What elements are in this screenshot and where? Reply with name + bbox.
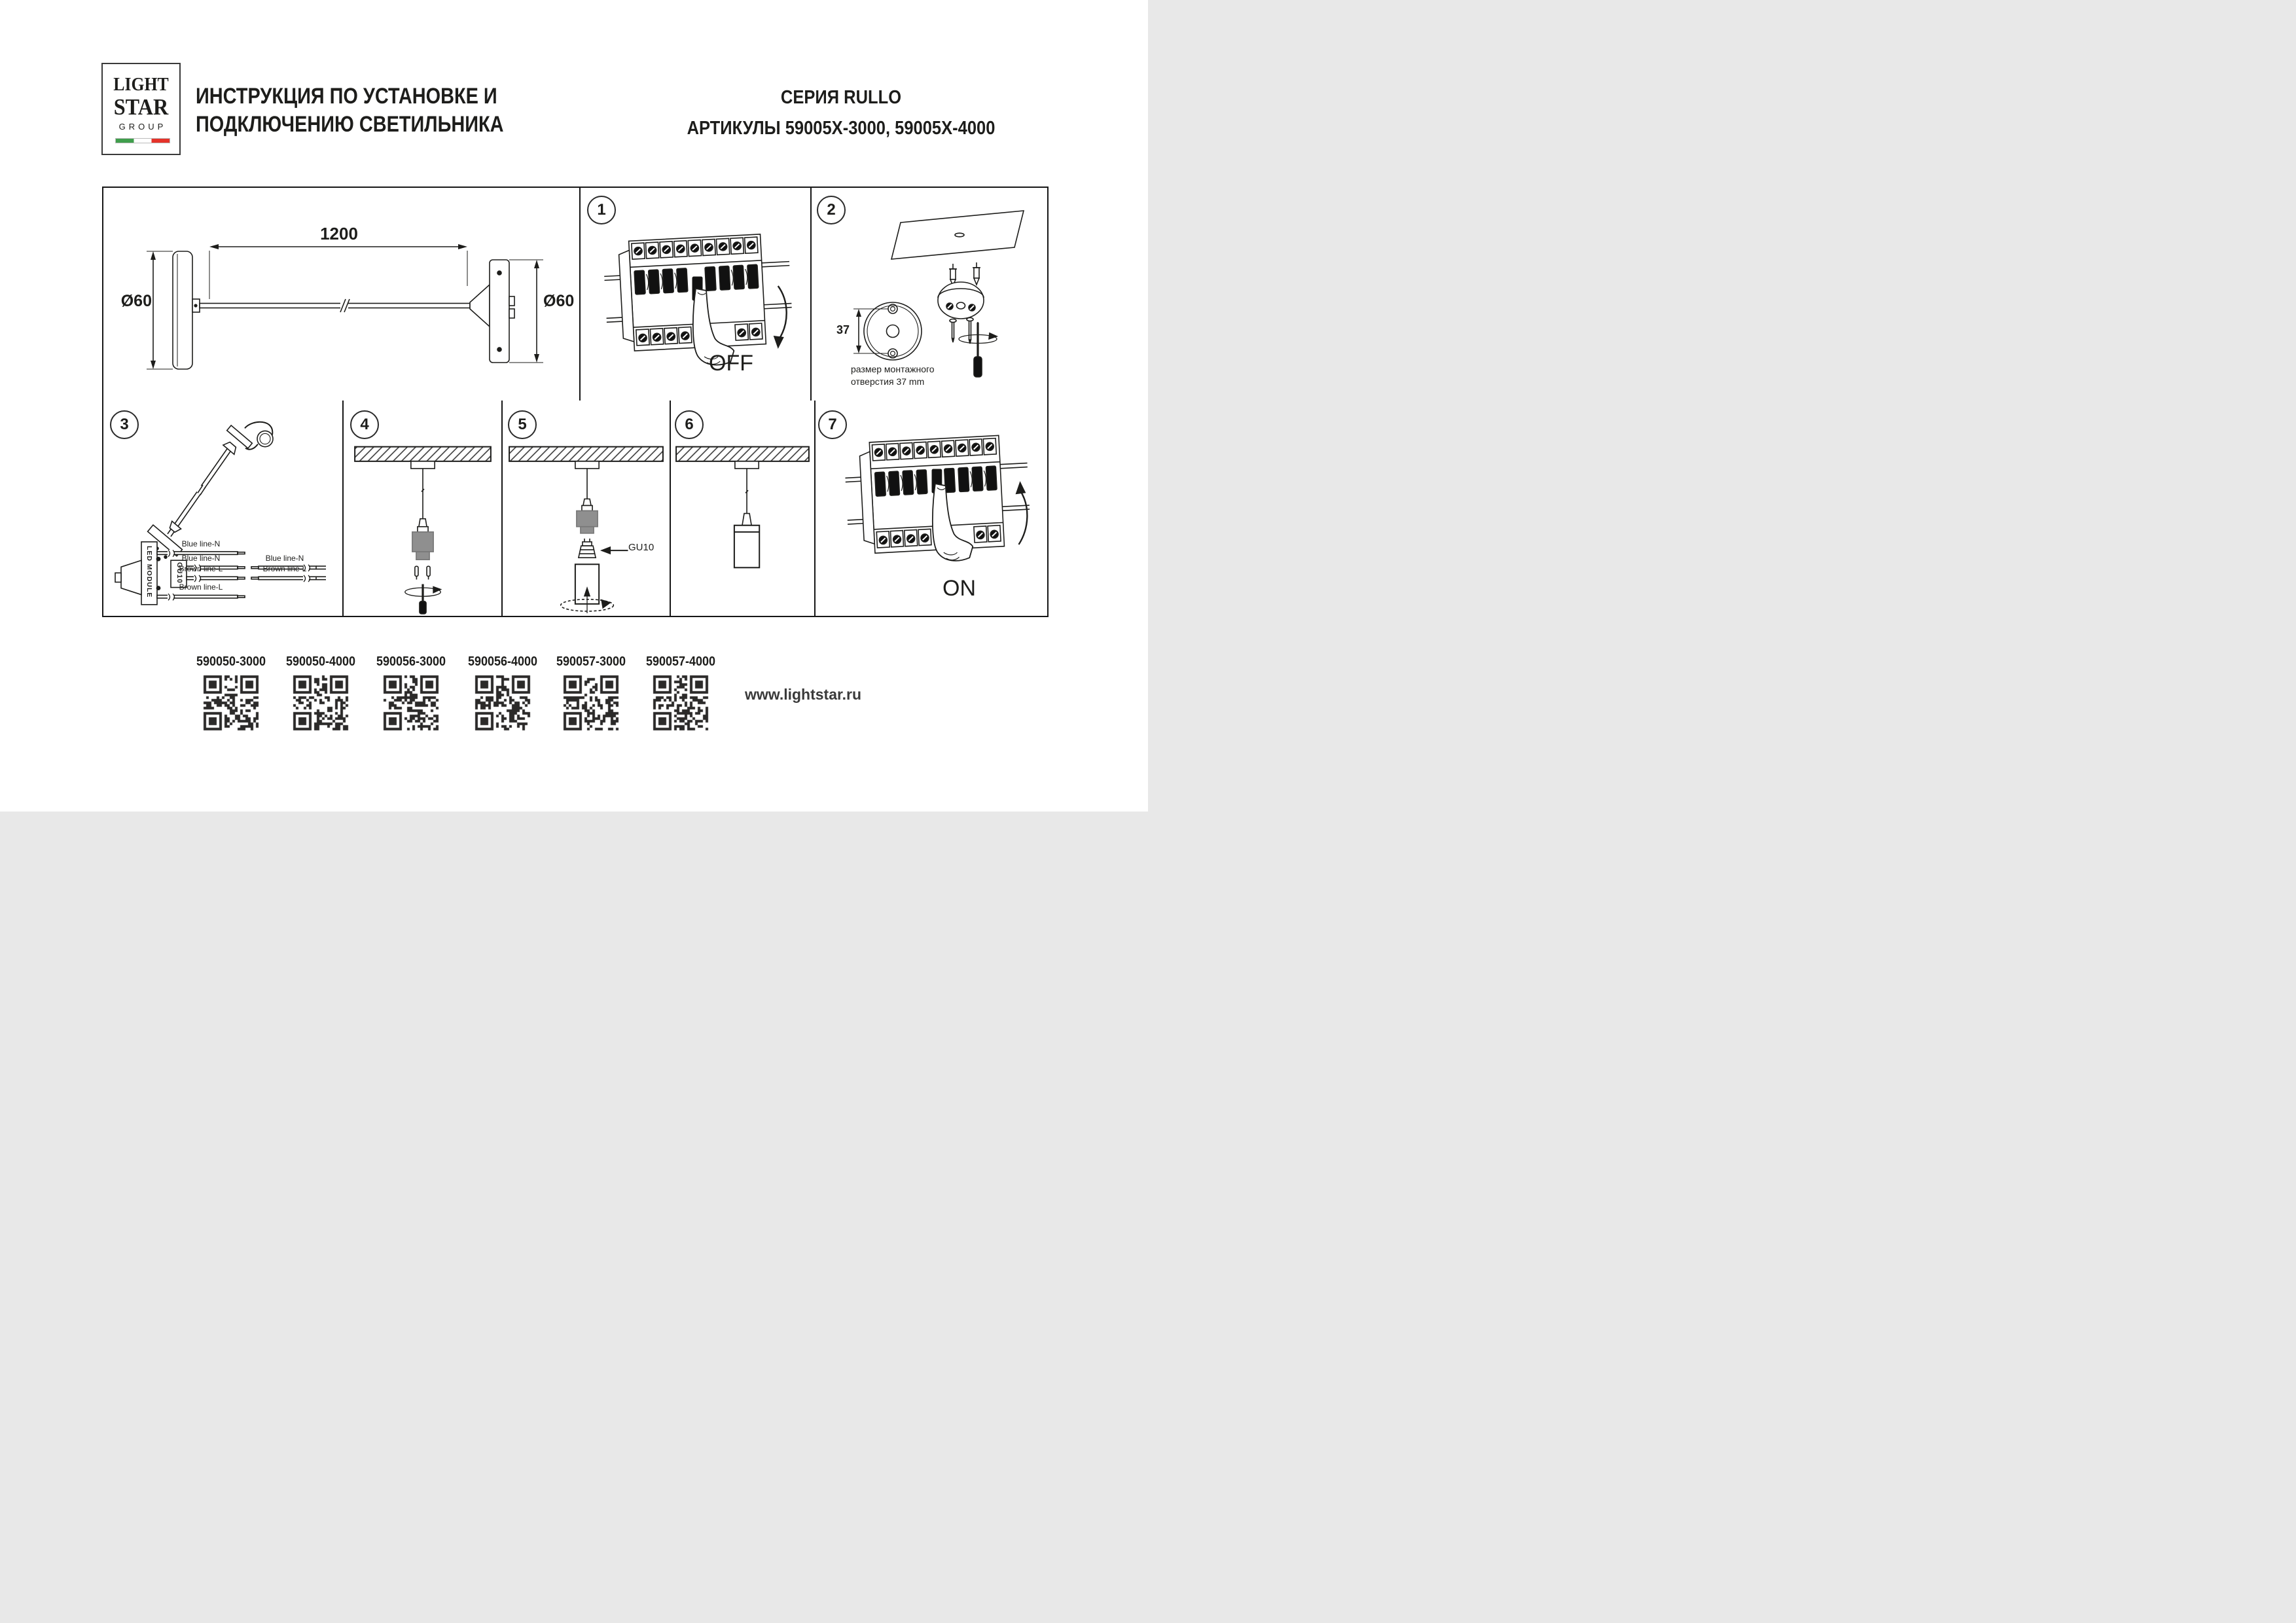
series-title: СЕРИЯ RULLO bbox=[780, 87, 902, 108]
step6-badge: 6 bbox=[675, 410, 704, 439]
qr-code-590057-3000 bbox=[560, 671, 622, 734]
series-block bbox=[628, 87, 1054, 139]
step3-mains-brown-label: Brown line-L bbox=[262, 564, 307, 573]
qr-label-3: 590056-3000 bbox=[376, 654, 446, 669]
step1-badge: 1 bbox=[587, 196, 616, 224]
step3-mains-blue-label: Blue line-N bbox=[265, 554, 304, 563]
step3-wire3-label: Brown line-L bbox=[179, 564, 223, 573]
website-link: www.lightstar.ru bbox=[745, 686, 862, 703]
qr-code-590056-4000 bbox=[471, 671, 534, 734]
qr-code-590056-3000 bbox=[380, 671, 442, 734]
qr-label-5: 590057-3000 bbox=[556, 654, 626, 669]
overview-drawing bbox=[103, 188, 579, 401]
panel-step7 bbox=[816, 401, 1047, 616]
qr-code-590050-4000 bbox=[289, 671, 352, 734]
step7-on-label: ON bbox=[942, 576, 976, 601]
qr-label-6: 590057-4000 bbox=[645, 654, 716, 669]
qr-label-4: 590056-4000 bbox=[467, 654, 538, 669]
step5-bulb-label: GU10 bbox=[628, 542, 655, 553]
overview-dia-right-label: Ø60 bbox=[543, 292, 575, 310]
step2-caption-line2: отверстия 37 mm bbox=[851, 376, 925, 387]
step2-caption-line1: размер монтажного bbox=[851, 364, 935, 374]
step2-badge: 2 bbox=[817, 196, 846, 224]
qr-label-1: 590050-3000 bbox=[196, 654, 266, 669]
step3-wire2-label: Blue line-N bbox=[181, 554, 221, 563]
step3-wire4-label: Brown line-L bbox=[179, 582, 223, 592]
logo-line3: GROUP bbox=[118, 122, 167, 132]
step4-badge: 4 bbox=[350, 410, 379, 439]
qr-code-590050-3000 bbox=[200, 671, 262, 734]
step7-drawing bbox=[816, 401, 1047, 616]
step1-drawing bbox=[581, 188, 810, 401]
step3-led-module-label: LED MODULE bbox=[145, 546, 153, 598]
step7-badge: 7 bbox=[818, 410, 847, 439]
step1-off-label: OFF bbox=[709, 351, 753, 376]
page-title-line1: ИНСТРУКЦИЯ ПО УСТАНОВКЕ И bbox=[196, 84, 497, 109]
instruction-grid bbox=[102, 187, 1049, 617]
step3-badge: 3 bbox=[110, 410, 139, 439]
step2-dim-label: 37 bbox=[836, 323, 850, 336]
page-title-line2: ПОДКЛЮЧЕНИЮ СВЕТИЛЬНИКА bbox=[196, 112, 504, 137]
step3-gu10-label: GU10 bbox=[175, 562, 183, 584]
overview-dia-left-label: Ø60 bbox=[120, 292, 152, 310]
panel-overview bbox=[103, 188, 581, 401]
instruction-sheet bbox=[0, 0, 1148, 812]
grid-row-2 bbox=[103, 401, 1047, 616]
overview-length-label: 1200 bbox=[320, 224, 358, 243]
italy-flag-stripe bbox=[115, 138, 170, 143]
logo-line1: LIGHT bbox=[113, 75, 169, 95]
articles-title: АРТИКУЛЫ 59005X-3000, 59005X-4000 bbox=[687, 118, 996, 139]
step5-badge: 5 bbox=[508, 410, 537, 439]
panel-step1 bbox=[581, 188, 812, 401]
lightstar-logo bbox=[101, 63, 181, 155]
qr-label-2: 590050-4000 bbox=[285, 654, 356, 669]
step3-wire1-label: Blue line-N bbox=[181, 539, 221, 548]
logo-line2: STAR bbox=[113, 94, 169, 120]
qr-code-590057-4000 bbox=[649, 671, 712, 734]
